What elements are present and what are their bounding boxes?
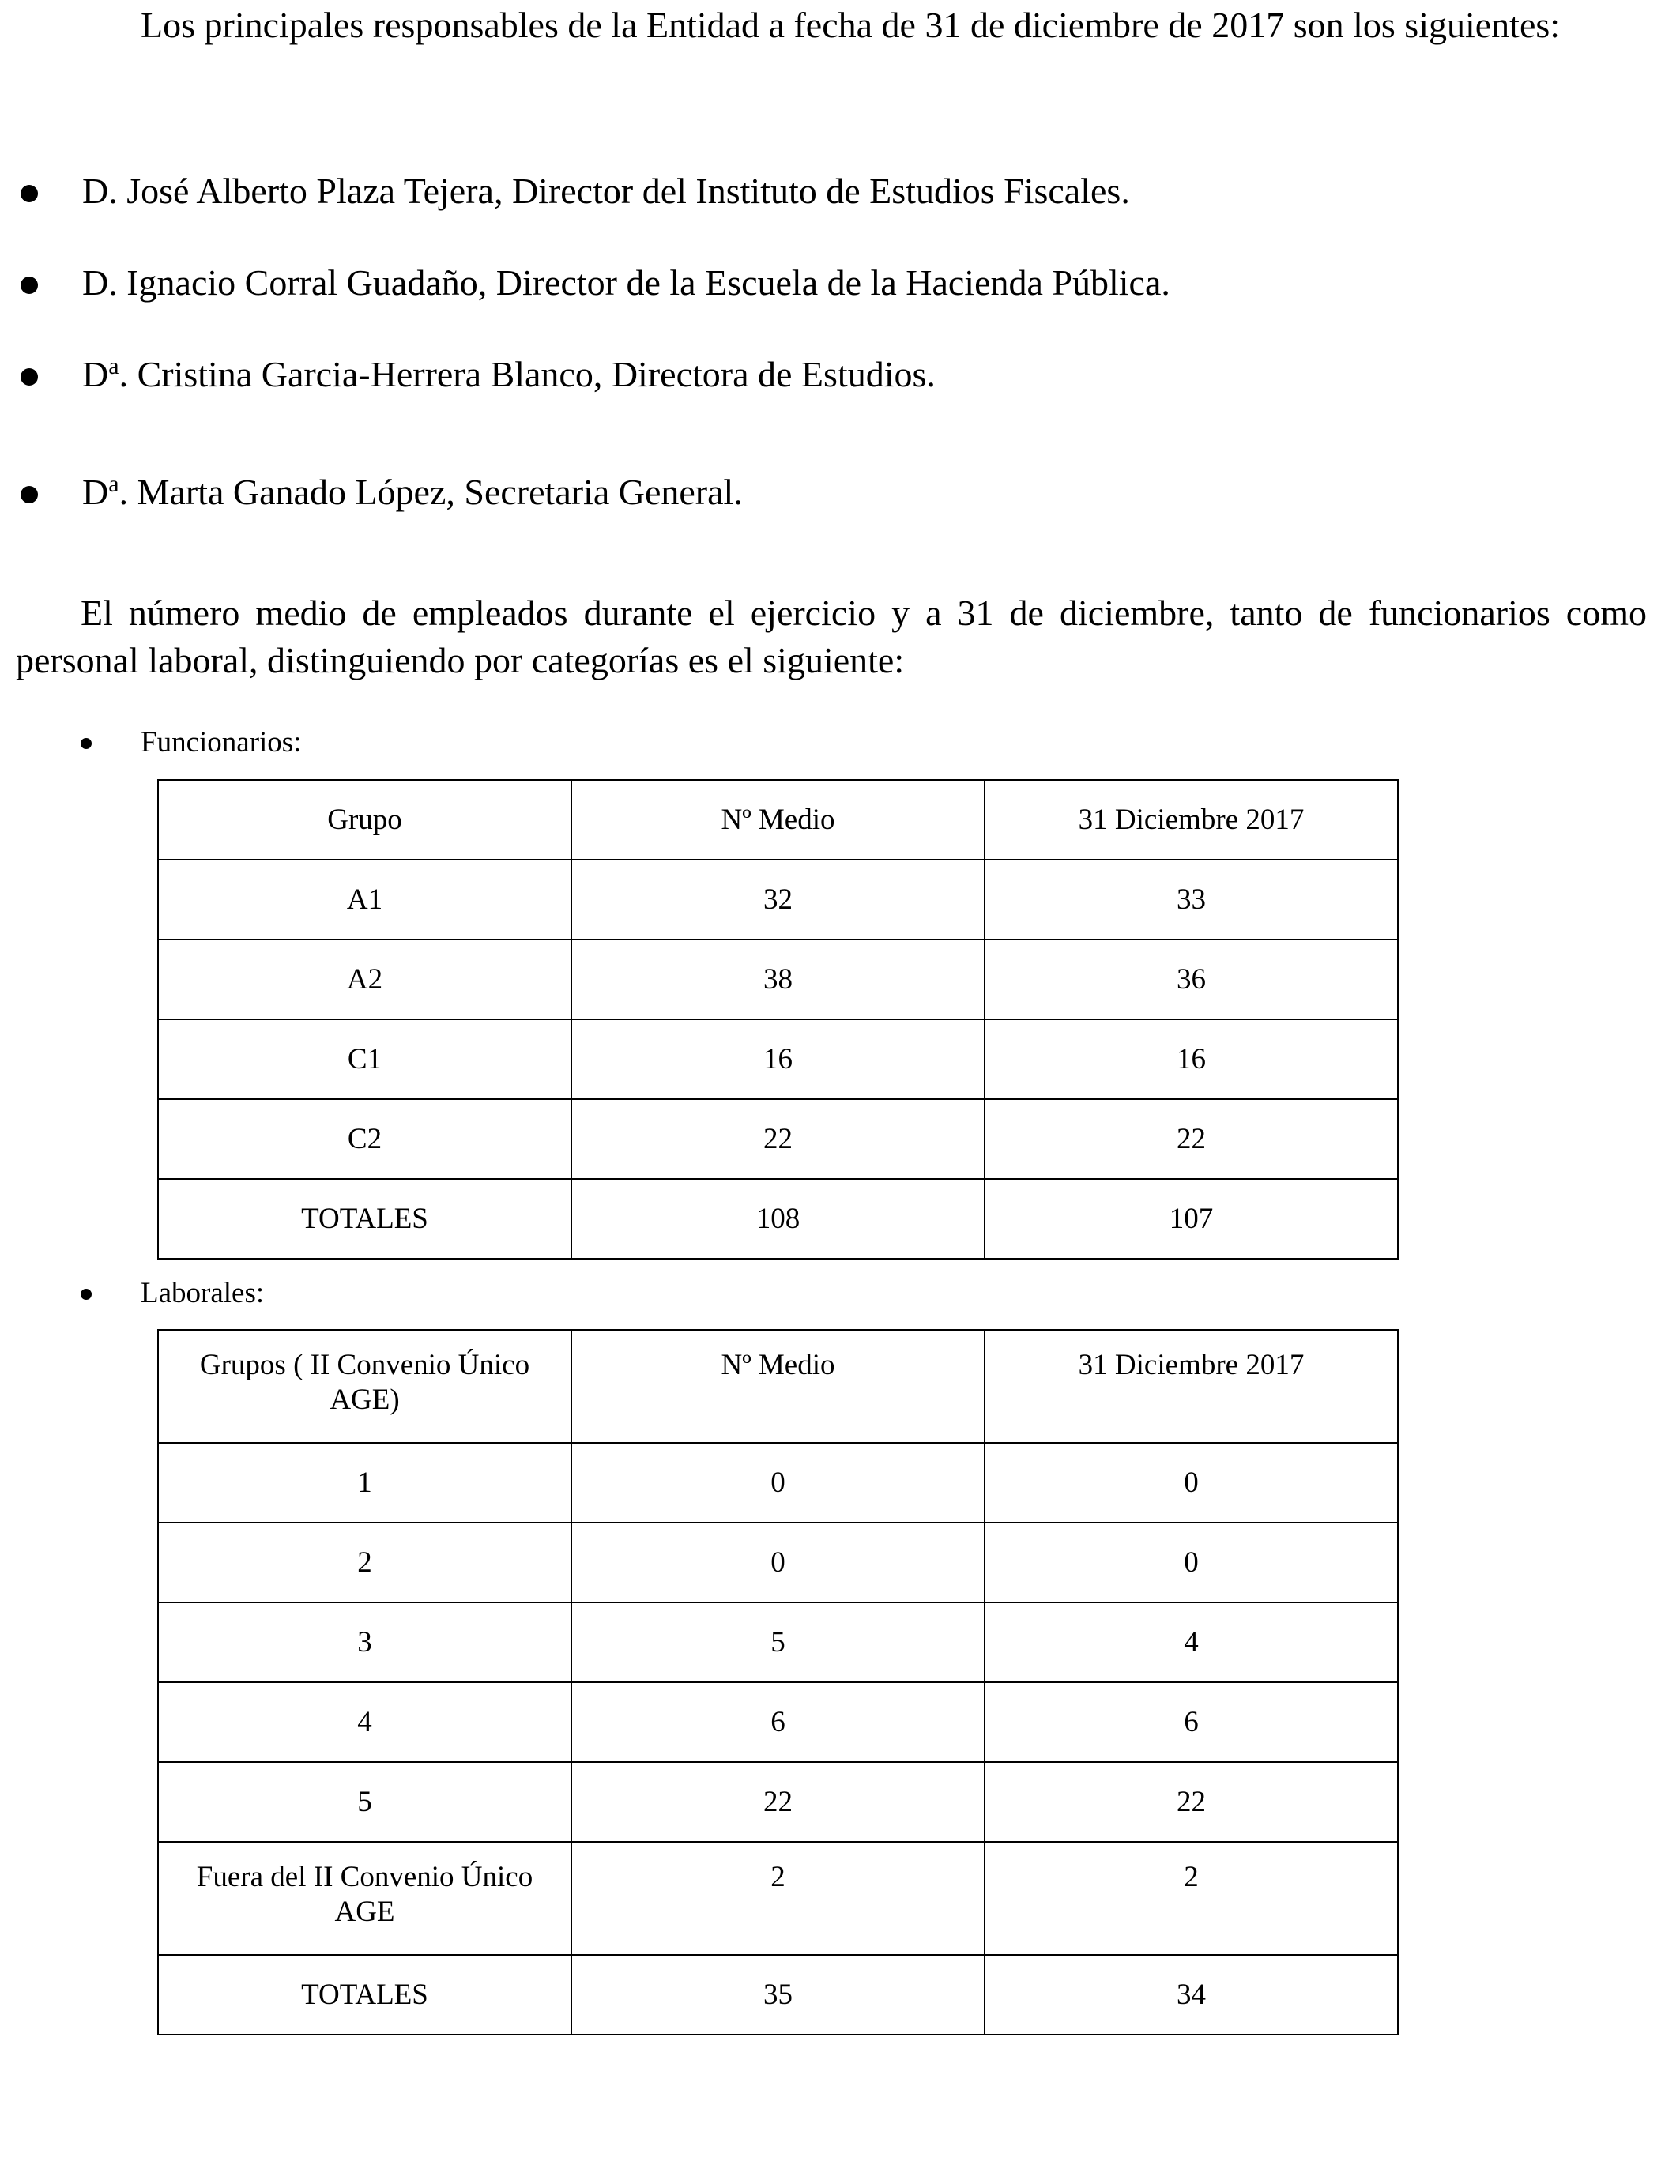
table-cell: Fuera del II Convenio Único AGE — [158, 1842, 571, 1955]
table-header-row — [158, 1330, 1398, 1443]
table-header-row — [158, 780, 1398, 860]
table-row — [158, 860, 1398, 939]
table-cell: 33 — [985, 860, 1398, 939]
table-cell: A1 — [158, 860, 571, 939]
table-cell: 22 — [571, 1099, 985, 1179]
table-cell: 1 — [158, 1443, 571, 1523]
table-cell: 2 — [571, 1842, 985, 1955]
table-cell: 6 — [985, 1682, 1398, 1762]
employees-paragraph: El número medio de empleados durante el ejercicio y a 31 de diciembre, tanto de funcionarios como personal laboral, distinguiendo por categorías es el siguiente: — [16, 593, 1647, 680]
document-page: Los principales responsables de la Entidad a fecha de 31 de diciembre de 2017 son los siguientes: D. José Alberto Plaza Tejera, Director del Instituto de Estudios Fiscales. D. Ignacio Corral Guadaño, Director de la Escuela de la Hacienda Pública. $D^a$. Cristina Garcia-Herrera Blanco, Directora de Estudios. $D^a$. Marta Ganado López, Secretaria General. El número medio de empleados durante el ejercicio y a 31 de diciembre, tanto de funcionarios como personal laboral, distinguiendo por categorías es el siguiente: Funcionarios: Grupo Nº Medio 31 Diciembre 2017 A1 32 33 A2 38 36 C1 16 16 C2 22 22 TOTALES 108 107 Laborales: Grupos ( II Convenio Único AGE) Nº Medio 31 Diciembre 2017 1 0 0 2 0 0 3 5 4 4 6 6 5 22 22 Fuera del II Convenio Único AGE 2 2 TOTALES 35 34 — [0, 0, 1680, 2184]
table-row — [158, 1762, 1398, 1842]
table-row — [158, 939, 1398, 1019]
table-cell: 22 — [571, 1762, 985, 1842]
intro-paragraph: Los principales responsables de la Entidad a fecha de 31 de diciembre de 2017 son los siguientes: — [141, 5, 1561, 45]
table-cell: 3 — [158, 1602, 571, 1682]
funcionarios-table — [157, 779, 1399, 1260]
table-cell: 2 — [158, 1523, 571, 1602]
column-header: Nº Medio — [571, 780, 985, 860]
table-cell: 5 — [158, 1762, 571, 1842]
table-cell: A2 — [158, 939, 571, 1019]
bullet-icon — [21, 277, 38, 294]
table-cell: 0 — [985, 1523, 1398, 1602]
column-header: Grupos ( II Convenio Único AGE) — [158, 1330, 571, 1443]
table-cell: 108 — [571, 1179, 985, 1259]
table-cell: TOTALES — [158, 1955, 571, 2035]
table-cell: 4 — [985, 1602, 1398, 1682]
table-cell: 2 — [985, 1842, 1398, 1955]
table-cell: 22 — [985, 1762, 1398, 1842]
table-cell: 22 — [985, 1099, 1398, 1179]
bullet-icon — [21, 486, 38, 503]
table-cell: TOTALES — [158, 1179, 571, 1259]
table-cell: 107 — [985, 1179, 1398, 1259]
bullet-icon — [81, 1289, 92, 1300]
table-cell: 36 — [985, 939, 1398, 1019]
table-cell: 34 — [985, 1955, 1398, 2035]
table-row — [158, 1443, 1398, 1523]
table-cell: C2 — [158, 1099, 571, 1179]
table-cell: 0 — [571, 1523, 985, 1602]
table-cell: 32 — [571, 860, 985, 939]
table-cell: 6 — [571, 1682, 985, 1762]
table-cell: 16 — [985, 1019, 1398, 1099]
table-total-row — [158, 1179, 1398, 1259]
laborales-table — [157, 1329, 1399, 2035]
table-row — [158, 1682, 1398, 1762]
column-header: 31 Diciembre 2017 — [985, 780, 1398, 860]
table-row — [158, 1019, 1398, 1099]
table-row — [158, 1523, 1398, 1602]
table-cell: 0 — [985, 1443, 1398, 1523]
bullet-icon — [81, 738, 92, 749]
bullet-icon — [21, 368, 38, 386]
table-cell: 35 — [571, 1955, 985, 2035]
table-cell: 4 — [158, 1682, 571, 1762]
column-header: Nº Medio — [571, 1330, 985, 1443]
column-header: 31 Diciembre 2017 — [985, 1330, 1398, 1443]
table-cell: 5 — [571, 1602, 985, 1682]
bullet-icon — [21, 185, 38, 202]
table-total-row — [158, 1955, 1398, 2035]
table-cell: C1 — [158, 1019, 571, 1099]
table-cell: 38 — [571, 939, 985, 1019]
table-cell: 0 — [571, 1443, 985, 1523]
table-row — [158, 1099, 1398, 1179]
table-cell: 16 — [571, 1019, 985, 1099]
column-header: Grupo — [158, 780, 571, 860]
table-row — [158, 1602, 1398, 1682]
table-row — [158, 1842, 1398, 1955]
